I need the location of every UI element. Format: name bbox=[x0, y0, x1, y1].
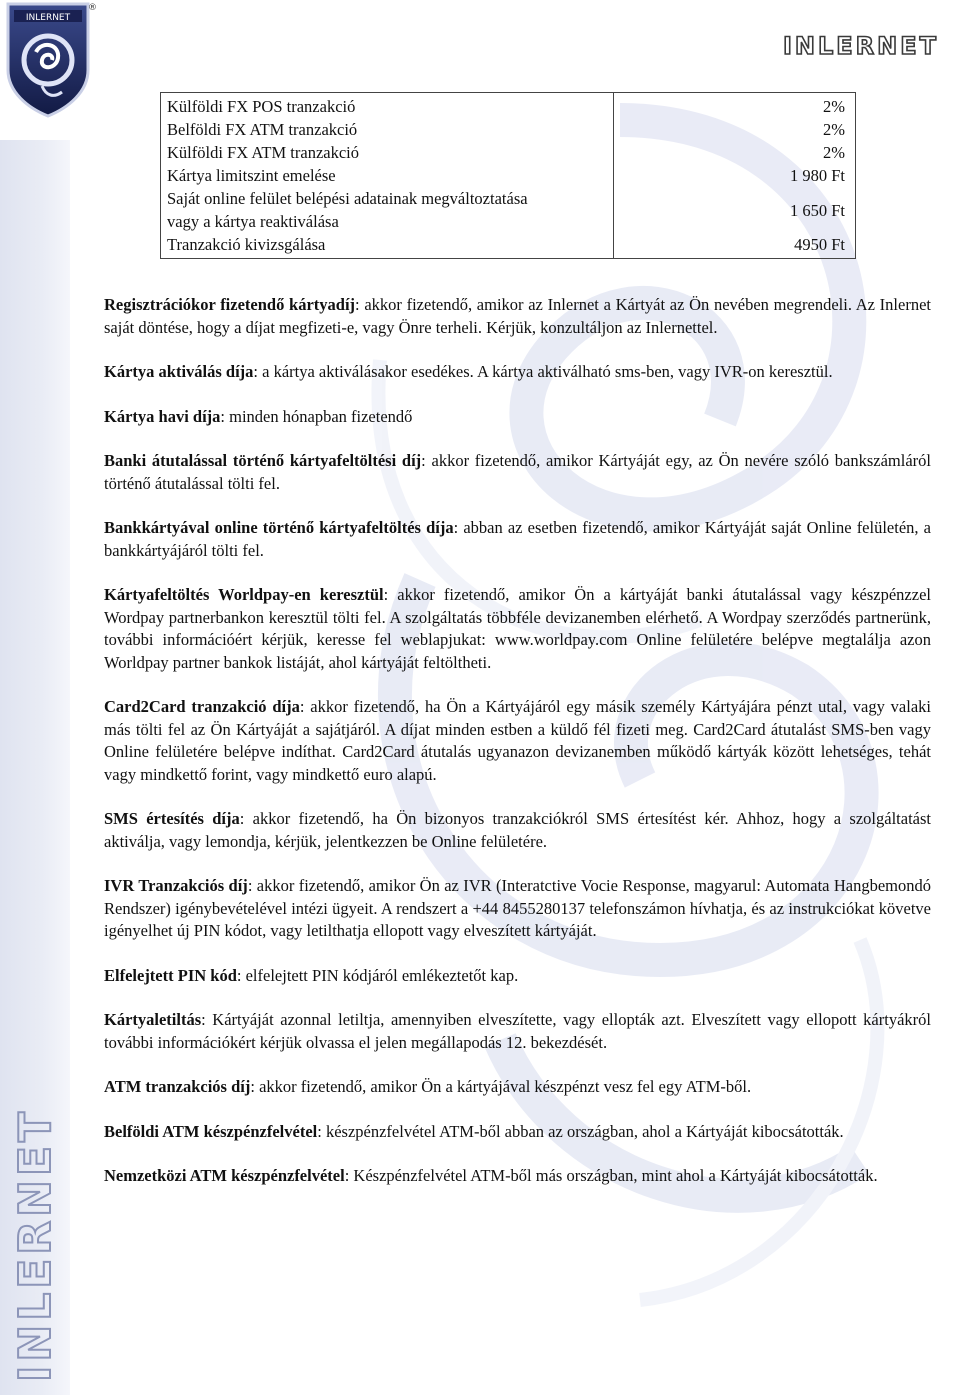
fee-definitions bbox=[104, 294, 931, 1210]
sidebar-wordmark bbox=[6, 1010, 64, 1390]
fee-name: Belföldi FX ATM tranzakció bbox=[161, 118, 614, 141]
fee-value: 2% bbox=[614, 118, 856, 141]
paragraph-activation-fee: Kártya aktiválás díja: a kártya aktiválásakor esedékes. A kártya aktiválható sms-ben, vagy IVR-on keresztül. bbox=[104, 362, 833, 381]
table-row bbox=[161, 118, 856, 141]
paragraph-worldpay-fee: Kártyafeltöltés Worldpay-en keresztül: akkor fizetendő, amikor Ön a kártyáját banki átutalással vagy készpénzzel Wordpay partnerbankon keresztül tölti fel. A szolgáltatás többféle devizanemben elérhető. A Wordpay szerződés partnerünk, további információért kérjük, keresse fel weblapjukat: www.worldpay.com Online felületére belépve megtalálja azon Worldpay partner bankok listáját, ahol kártyáját feltöltheti. bbox=[104, 585, 931, 672]
paragraph-monthly-fee: Kártya havi díja: minden hónapban fizetendő bbox=[104, 406, 413, 426]
fee-name: Saját online felület belépési adatainak megváltoztatása vagy a kártya reaktiválása bbox=[161, 187, 614, 233]
table-row bbox=[161, 164, 856, 187]
fee-value: 1 980 Ft bbox=[614, 164, 856, 187]
paragraph-sms-fee: SMS értesítés díja: akkor fizetendő, ha Ön bizonyos tranzakciókról SMS értesítést kér. Ahhoz, hogy a szolgáltatást aktiválja, vagy lemondja, kérjük, jelentkezzen be Online felületére. bbox=[104, 809, 931, 851]
paragraph-international-atm: Nemzetközi ATM készpénzfelvétel: Készpénzfelvétel ATM-ből más országban, mint ahol a Kártyáját kibocsátották. bbox=[104, 1166, 878, 1185]
paragraph-card2card-fee: Card2Card tranzakció díja: akkor fizetendő, ha Ön a Kártyájáról egy másik személy Kártyájára pénzt utal, vagy valaki más tölti fel az Ön Kártyáját a sajátjáról. A díjat minden estben a küldő fél fizeti meg. Card2Card átutalást SMS-ben vagy Online felületére belépve indíthat. Card2Card átutalás ugyanazon devizanemben működő kártyák között lehetséges, tehát vagy mindkettő forint, vagy mindkettő euro alapú. bbox=[104, 697, 931, 784]
fee-value: 2% bbox=[614, 93, 856, 119]
fee-value: 1 650 Ft bbox=[614, 187, 856, 233]
paragraph-domestic-atm: Belföldi ATM készpénzfelvétel: készpénzfelvétel ATM-ből abban az országban, ahol a Kártyáját kibocsátották. bbox=[104, 1121, 844, 1141]
shield-wordmark: INLERNET bbox=[25, 13, 71, 23]
paragraph-pin-reminder: Elfelejtett PIN kód: elfelejtett PIN kódjáról emlékeztetőt kap. bbox=[104, 965, 519, 985]
fee-name: Külföldi FX POS tranzakció bbox=[161, 93, 614, 119]
paragraph-ivr-fee: IVR Tranzakciós díj: akkor fizetendő, amikor Ön az IVR (Interatctive Vocie Response, magyarul: Automata Hangbemondó Rendszer) igénybevételével intézi ügyeit. A rendszert a +44 8455280137 telefonszámon hívhatja, és az instrukciókat követve igényelhet új PIN kódot, vagy letilthatja ellopott vagy elveszített kártyáját. bbox=[104, 876, 931, 940]
table-row bbox=[161, 233, 856, 259]
table-row bbox=[161, 187, 856, 233]
fee-name: Kártya limitszint emelése bbox=[161, 164, 614, 187]
fees-table bbox=[160, 92, 856, 259]
svg-text:INLERNET: INLERNET bbox=[782, 32, 940, 60]
paragraph-card-topup-fee: Bankkártyával online történő kártyafeltöltés díja: abban az esetben fizetendő, amikor Kártyáját saját Online felületén, a bankkártyájáról tölti fel. bbox=[104, 518, 931, 560]
inlernet-shield-logo bbox=[2, 0, 97, 118]
fee-name: Tranzakció kivizsgálása bbox=[161, 233, 614, 259]
svg-text:INLERNET: INLERNET bbox=[10, 1107, 61, 1382]
paragraph-registration-fee: Regisztrációkor fizetendő kártyadíj: akkor fizetendő, amikor az Inlernet a Kártyát az Ön nevében megrendeli. Az Inlernet saját döntése, hogy a díjat megfizeti-e, vagy Önre terheli. Kérjük, konzultáljon az Inlernettel. bbox=[104, 295, 931, 337]
table-row bbox=[161, 141, 856, 164]
paragraph-bank-transfer-fee: Banki átutalással történő kártyafeltöltési díj: akkor fizetendő, amikor Kártyáját egy, az Ön nevére szóló bankszámláról történő átutalással tölti fel. bbox=[104, 451, 931, 493]
fee-value: 4950 Ft bbox=[614, 233, 856, 259]
paragraph-atm-fee: ATM tranzakciós díj: akkor fizetendő, amikor Ön a kártyájával készpénzt vesz fel egy ATM-ből. bbox=[104, 1077, 752, 1096]
fee-value: 2% bbox=[614, 141, 856, 164]
inlernet-wordmark bbox=[768, 32, 954, 60]
table-row bbox=[161, 93, 856, 119]
paragraph-card-block: Kártyaletiltás: Kártyáját azonnal letiltja, amennyiben elveszítette, vagy ellopták azt. Elveszített vagy ellopott kártyákról további információkért kérjük olvassa el jelen megállapodás 12. bekezdését. bbox=[104, 1010, 931, 1052]
registered-mark: ® bbox=[88, 3, 97, 13]
fee-name: Külföldi FX ATM tranzakció bbox=[161, 141, 614, 164]
